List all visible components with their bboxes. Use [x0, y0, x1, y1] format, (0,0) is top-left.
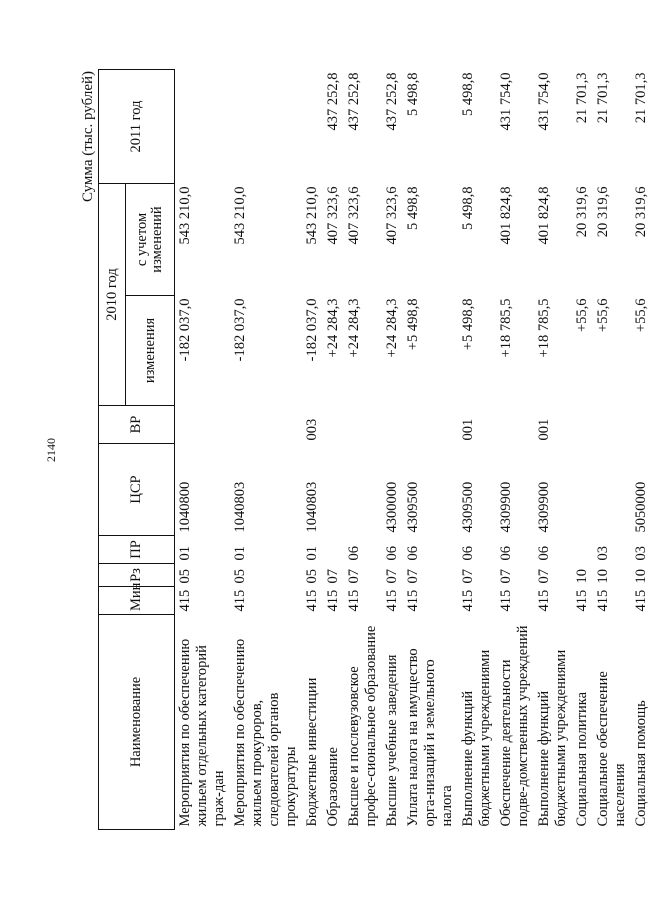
row-rz: 07 — [325, 569, 341, 584]
row-rz: 10 — [595, 569, 611, 584]
table-row — [344, 69, 382, 829]
row-name: Выполнение функций бюджетными учреждениями — [536, 649, 569, 827]
row-changes: +24 284,3 — [384, 298, 400, 358]
table-row — [593, 69, 631, 829]
row-min: 415 — [304, 589, 320, 612]
row-min: 415 — [498, 589, 514, 612]
row-name: Уплата налога на имущество орга-низаций и земельного налога — [405, 648, 455, 827]
row-changes: +55,6 — [574, 298, 590, 333]
row-with-changes: 407 323,6 — [346, 186, 362, 245]
row-pr — [572, 536, 593, 564]
row-vr — [403, 406, 458, 444]
row-changes: -182 037,0 — [177, 298, 193, 362]
row-vr: 001 — [460, 418, 476, 441]
page-number: 2140 — [44, 438, 58, 462]
row-changes: +18 785,5 — [536, 298, 552, 358]
table-row — [323, 69, 344, 829]
header-csr: ЦСР — [99, 444, 175, 536]
row-vr: 003 — [304, 418, 320, 441]
row-rz: 07 — [536, 569, 552, 584]
header-with-changes: с учетом изменений — [126, 183, 175, 295]
row-csr: 1040803 — [304, 481, 320, 533]
row-min: 415 — [325, 589, 341, 612]
row-with-changes: 543 210,0 — [304, 186, 320, 245]
row-csr: 1040803 — [232, 481, 248, 533]
row-csr — [593, 444, 631, 536]
row-pr: 06 — [346, 546, 362, 561]
row-2011: 5 498,8 — [405, 72, 421, 116]
row-changes: +55,6 — [595, 298, 611, 333]
row-min: 415 — [177, 589, 193, 612]
table-row — [302, 69, 323, 829]
row-min: 415 — [346, 589, 362, 612]
row-csr: 5050000 — [633, 481, 649, 533]
row-min: 415 — [595, 589, 611, 612]
row-min: 415 — [460, 589, 476, 612]
header-year-2010: 2010 год — [99, 183, 126, 405]
row-changes: +24 284,3 — [346, 298, 362, 358]
row-2011: 431 754,0 — [498, 72, 514, 131]
table-row — [572, 69, 593, 829]
row-2011: 437 252,8 — [346, 72, 362, 131]
table-row — [382, 69, 403, 829]
row-min: 415 — [405, 589, 421, 612]
row-pr: 06 — [405, 546, 421, 561]
row-changes: +24 284,3 — [325, 298, 341, 358]
header-vr: ВР — [99, 406, 175, 444]
row-with-changes: 5 498,8 — [405, 186, 421, 230]
row-csr — [344, 444, 382, 536]
row-name: Мероприятия по обеспечению жильем отдельных категорий граж-дан — [177, 638, 227, 827]
row-with-changes: 543 210,0 — [232, 186, 248, 245]
row-rz: 10 — [633, 569, 649, 584]
row-with-changes: 407 323,6 — [384, 186, 400, 245]
row-vr — [382, 406, 403, 444]
row-name: Высшее и послевузовское профес-сиональное образование — [346, 625, 379, 827]
row-rz: 07 — [405, 569, 421, 584]
row-rz: 10 — [574, 569, 590, 584]
row-2011: 437 252,8 — [384, 72, 400, 131]
row-vr — [175, 406, 231, 444]
row-name: Обеспечение деятельности подве-домственных учреждений — [498, 625, 531, 827]
row-rz: 05 — [232, 569, 248, 584]
row-with-changes: 20 319,6 — [633, 186, 649, 238]
row-pr: 06 — [384, 546, 400, 561]
row-changes: -182 037,0 — [232, 298, 248, 362]
row-csr — [572, 444, 593, 536]
row-vr — [631, 406, 652, 444]
row-pr: 06 — [460, 546, 476, 561]
row-pr: 01 — [232, 546, 248, 561]
header-min: Мин — [99, 587, 175, 615]
row-rz: 07 — [346, 569, 362, 584]
header-year-2011: 2011 год — [99, 69, 175, 183]
row-name: Социальная политика — [574, 691, 590, 827]
row-vr: 001 — [536, 418, 552, 441]
row-2011: 21 701,3 — [595, 72, 611, 124]
row-with-changes: 20 319,6 — [574, 186, 590, 238]
row-name: Высшие учебные заведения — [384, 654, 400, 827]
header-rz: Рз — [99, 564, 175, 587]
row-min: 415 — [384, 589, 400, 612]
row-changes: +55,6 — [633, 298, 649, 333]
table-row — [175, 69, 231, 829]
units-caption: Сумма (тыс. рублей) — [80, 70, 96, 202]
row-csr: 4309500 — [460, 481, 476, 533]
row-pr: 06 — [498, 546, 514, 561]
row-changes: +5 498,8 — [460, 298, 476, 351]
table-row — [631, 69, 652, 829]
row-with-changes: 401 824,8 — [536, 186, 552, 245]
row-vr — [572, 406, 593, 444]
row-rz: 05 — [304, 569, 320, 584]
row-pr: 01 — [304, 546, 320, 561]
row-name: Социальная помощь — [633, 700, 649, 827]
row-with-changes: 401 824,8 — [498, 186, 514, 245]
header-pr: ПР — [99, 536, 175, 564]
row-2011 — [175, 69, 231, 183]
row-rz: 05 — [177, 569, 193, 584]
row-pr: 06 — [536, 546, 552, 561]
row-with-changes: 543 210,0 — [177, 186, 193, 245]
row-changes: +5 498,8 — [405, 298, 421, 351]
row-2011: 431 754,0 — [536, 72, 552, 131]
header-name: Наименование — [99, 615, 175, 830]
row-changes: +18 785,5 — [498, 298, 514, 358]
row-vr — [593, 406, 631, 444]
row-pr — [323, 536, 344, 564]
row-min: 415 — [633, 589, 649, 612]
row-with-changes: 407 323,6 — [325, 186, 341, 245]
table-row — [458, 69, 496, 829]
header-changes: изменения — [126, 296, 175, 406]
row-vr — [323, 406, 344, 444]
row-csr: 4300000 — [384, 481, 400, 533]
row-pr: 01 — [177, 546, 193, 561]
table-row — [230, 69, 302, 829]
table-row — [403, 69, 458, 829]
row-name: Образование — [325, 747, 341, 827]
row-vr — [230, 406, 302, 444]
row-pr: 03 — [633, 546, 649, 561]
row-2011: 21 701,3 — [574, 72, 590, 124]
row-2011 — [230, 69, 302, 183]
row-csr: 1040800 — [177, 481, 193, 533]
row-min: 415 — [536, 589, 552, 612]
row-csr — [323, 444, 344, 536]
row-csr: 4309900 — [536, 481, 552, 533]
row-vr — [496, 406, 534, 444]
row-min: 415 — [232, 589, 248, 612]
row-vr — [344, 406, 382, 444]
row-changes: -182 037,0 — [304, 298, 320, 362]
row-2011: 5 498,8 — [460, 72, 476, 116]
row-rz: 07 — [498, 569, 514, 584]
row-with-changes: 5 498,8 — [460, 186, 476, 230]
row-with-changes: 20 319,6 — [595, 186, 611, 238]
row-2011: 437 252,8 — [325, 72, 341, 131]
row-csr: 4309500 — [405, 481, 421, 533]
table-row — [496, 69, 534, 829]
row-name: Мероприятия по обеспечению жильем прокуроров, следователей органов прокуратуры — [232, 638, 299, 827]
row-2011 — [302, 69, 323, 183]
row-rz: 07 — [384, 569, 400, 584]
row-name: Социальное обеспечение населения — [595, 671, 628, 827]
row-rz: 07 — [460, 569, 476, 584]
row-name: Бюджетные инвестиции — [304, 677, 320, 827]
row-pr: 03 — [595, 546, 611, 561]
row-csr: 4309900 — [498, 481, 514, 533]
row-2011: 21 701,3 — [633, 72, 649, 124]
row-min: 415 — [574, 589, 590, 612]
row-name: Выполнение функций бюджетными учреждениями — [460, 649, 493, 827]
budget-table — [98, 69, 652, 830]
table-row — [534, 69, 572, 829]
